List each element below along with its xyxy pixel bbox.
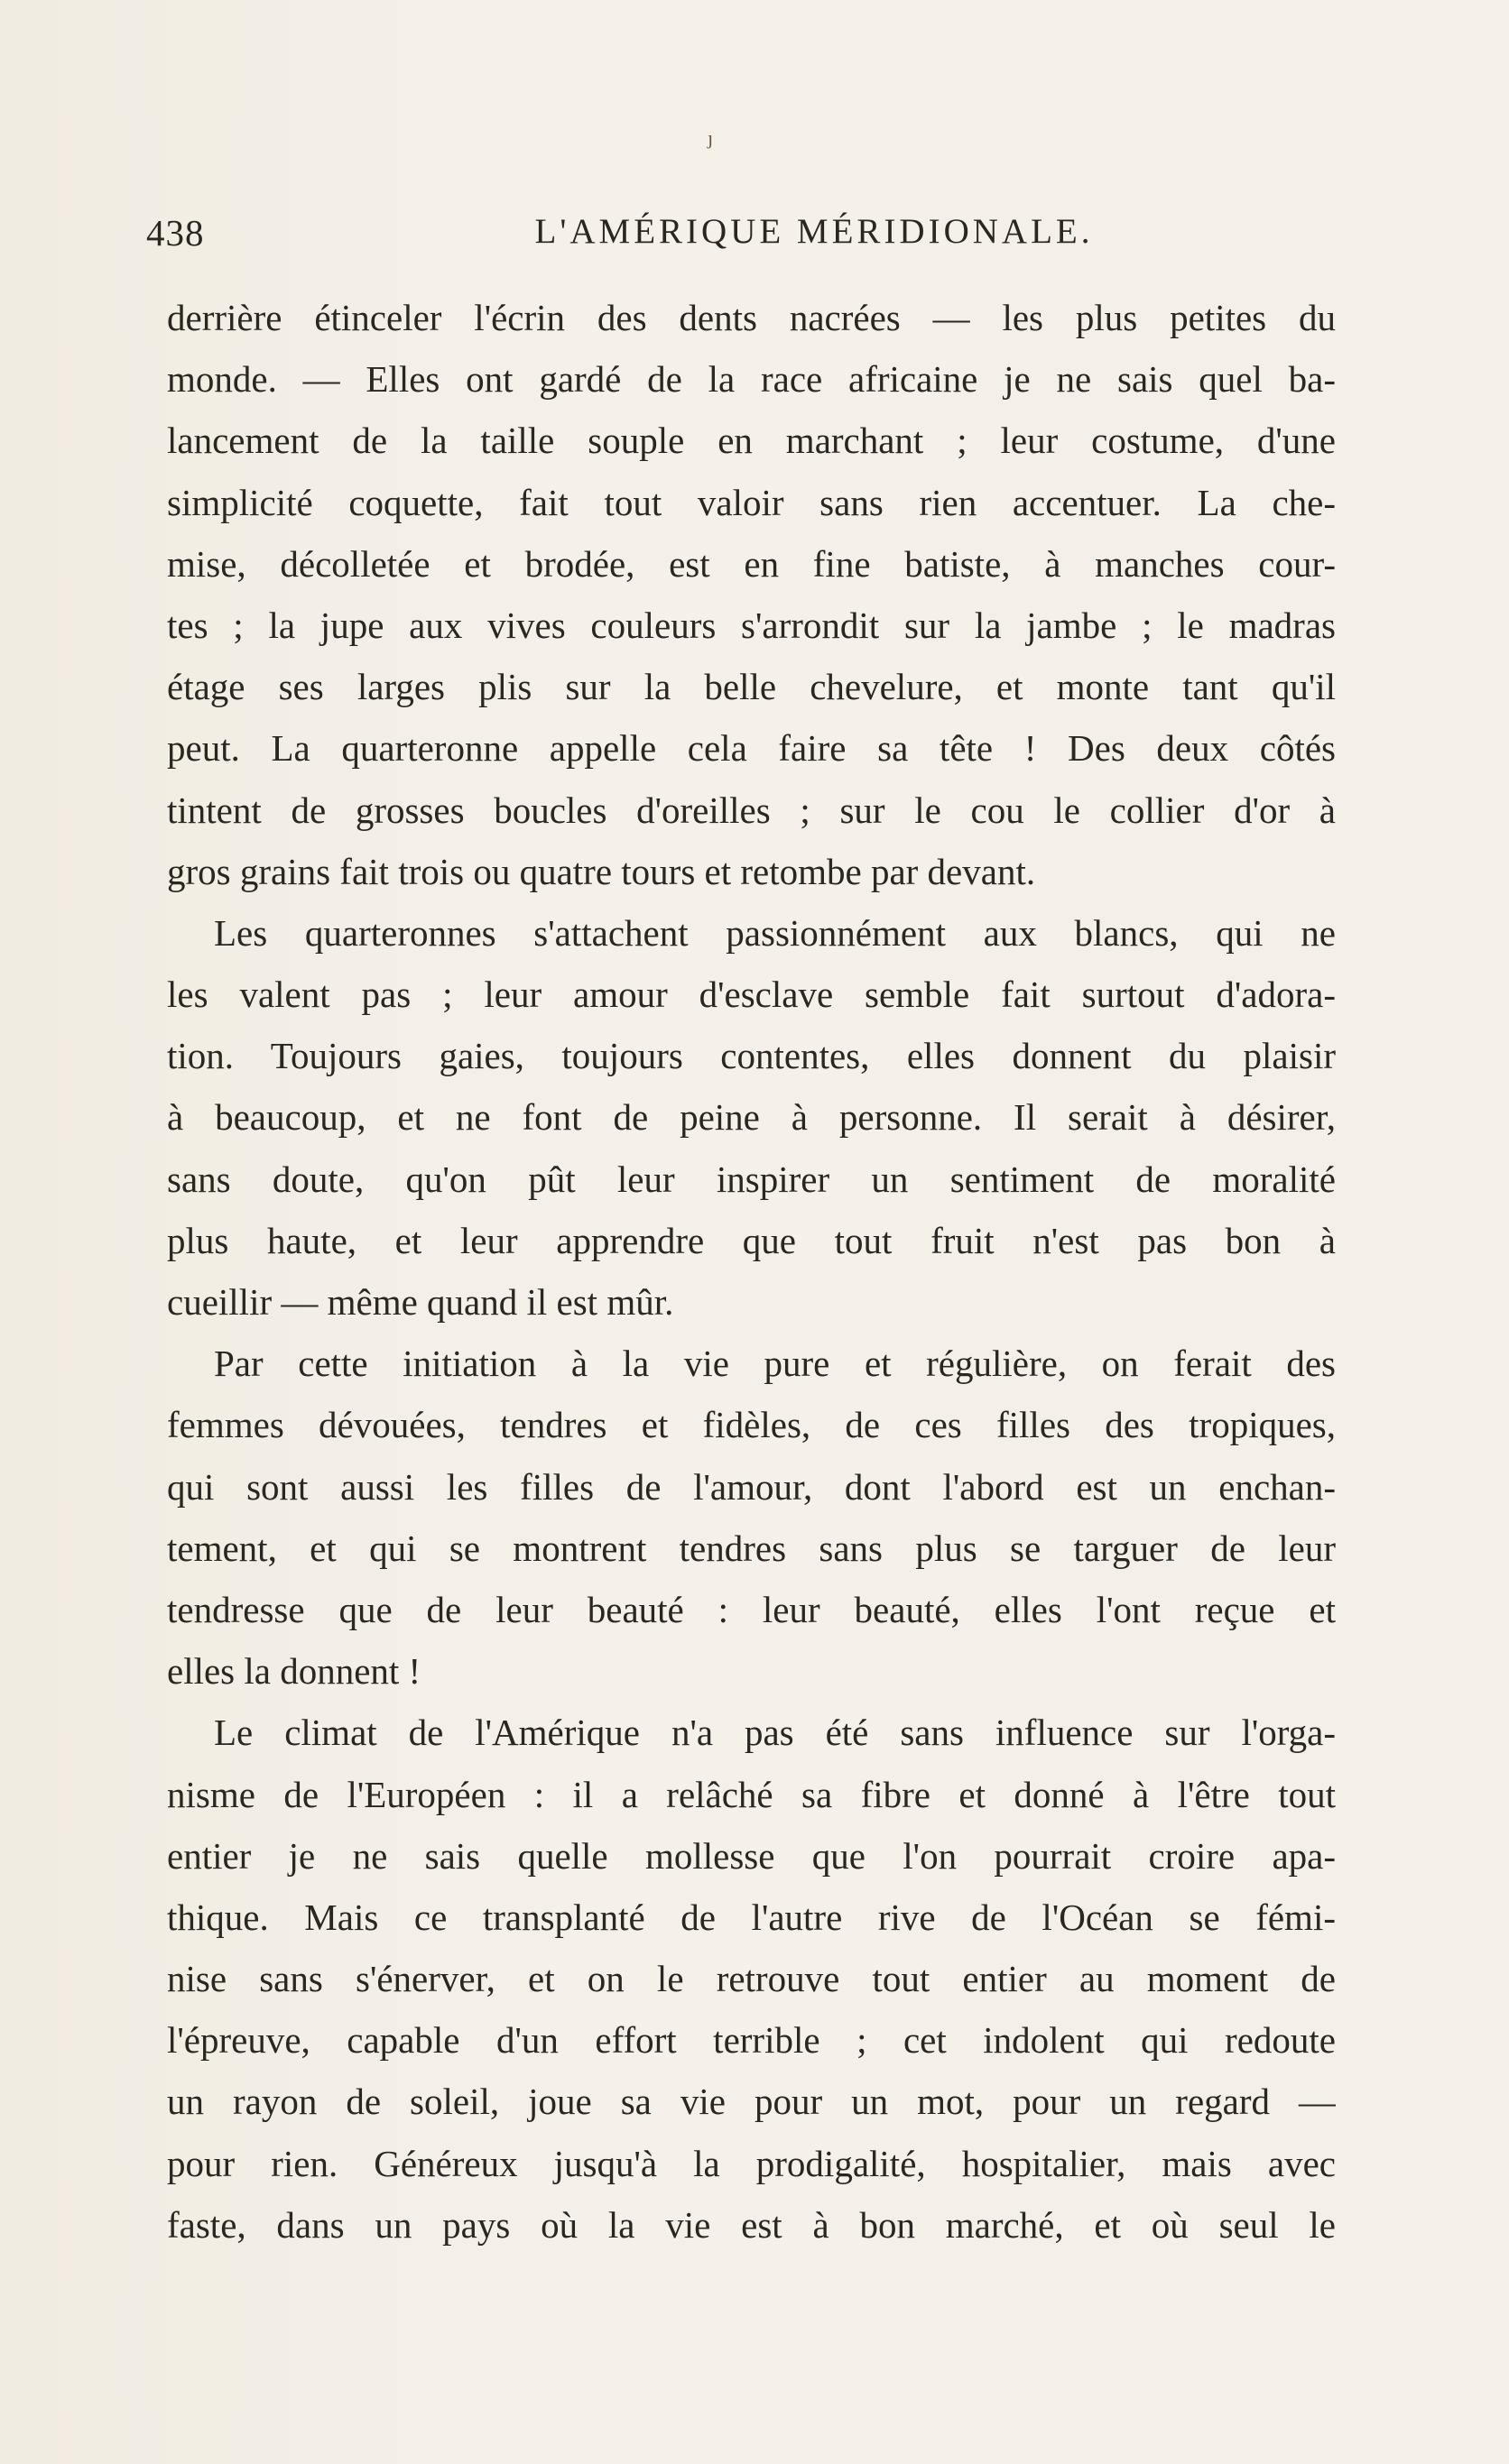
page-number: 438: [146, 212, 205, 254]
text-line: tintent de grosses boucles d'oreilles ; sur le cou le collier d'or à: [167, 789, 1336, 831]
body-text: [167, 287, 1336, 2256]
text-line: simplicité coquette, fait tout valoir sans rien accentuer. La che-: [167, 481, 1336, 523]
text-line: étage ses larges plis sur la belle chevelure, et monte tant qu'il: [167, 666, 1336, 708]
text-line: tement, et qui se montrent tendres sans plus se targuer de leur: [167, 1527, 1336, 1569]
text-line: plus haute, et leur apprendre que tout fruit n'est pas bon à: [167, 1219, 1336, 1261]
text-line: elles la donnent !: [167, 1650, 421, 1693]
text-line: tendresse que de leur beauté : leur beauté, elles l'ont reçue et: [167, 1588, 1336, 1630]
text-line: nise sans s'énerver, et on le retrouve tout entier au moment de: [167, 1958, 1336, 2000]
text-line: gros grains fait trois ou quatre tours et retombe par devant.: [167, 850, 1036, 892]
text-line: nisme de l'Européen : il a relâché sa fibre et donné à l'être tout: [167, 1773, 1336, 1815]
text-line: Par cette initiation à la vie pure et régulière, on ferait des: [214, 1343, 1336, 1385]
page-header: [146, 211, 1319, 265]
text-line: l'épreuve, capable d'un effort terrible ; cet indolent qui redoute: [167, 2019, 1336, 2062]
text-line: sans doute, qu'on pût leur inspirer un sentiment de moralité: [167, 1158, 1336, 1200]
ink-mark: ȷ: [708, 126, 714, 149]
text-line: cueillir — même quand il est mûr.: [167, 1281, 674, 1323]
text-line: derrière étinceler l'écrin des dents nacrées — les plus petites du: [167, 297, 1336, 338]
text-line: peut. La quarteronne appelle cela faire sa tête ! Des deux côtés: [167, 727, 1336, 770]
text-line: un rayon de soleil, joue sa vie pour un mot, pour un regard —: [167, 2081, 1336, 2123]
text-line: monde. — Elles ont gardé de la race africaine je ne sais quel ba-: [167, 358, 1336, 401]
running-head: L'AMÉRIQUE MÉRIDIONALE.: [534, 212, 1094, 251]
text-line: entier je ne sais quelle mollesse que l'on pourrait croire apa-: [167, 1834, 1336, 1877]
text-line: Les quarteronnes s'attachent passionnément aux blancs, qui ne: [214, 911, 1336, 954]
text-line: tes ; la jupe aux vives couleurs s'arrondit sur la jambe ; le madras: [167, 604, 1336, 646]
text-line: mise, décolletée et brodée, est en fine batiste, à manches cour-: [167, 542, 1336, 585]
text-line: pour rien. Généreux jusqu'à la prodigalité, hospitalier, mais avec: [167, 2142, 1336, 2184]
text-line: Le climat de l'Amérique n'a pas été sans influence sur l'orga-: [214, 1712, 1336, 1754]
text-line: qui sont aussi les filles de l'amour, dont l'abord est un enchan-: [167, 1465, 1336, 1508]
text-line: thique. Mais ce transplanté de l'autre rive de l'Océan se fémi-: [167, 1896, 1336, 1938]
text-line: les valent pas ; leur amour d'esclave semble fait surtout d'adora-: [167, 974, 1336, 1016]
text-line: lancement de la taille souple en marchant ; leur costume, d'une: [167, 420, 1336, 462]
text-line: femmes dévouées, tendres et fidèles, de ces filles des tropiques,: [167, 1404, 1336, 1446]
text-line: tion. Toujours gaies, toujours contentes, elles donnent du plaisir: [167, 1035, 1336, 1077]
text-line: à beaucoup, et ne font de peine à personne. Il serait à désirer,: [167, 1096, 1336, 1139]
text-line: faste, dans un pays où la vie est à bon marché, et où seul le: [167, 2203, 1336, 2246]
